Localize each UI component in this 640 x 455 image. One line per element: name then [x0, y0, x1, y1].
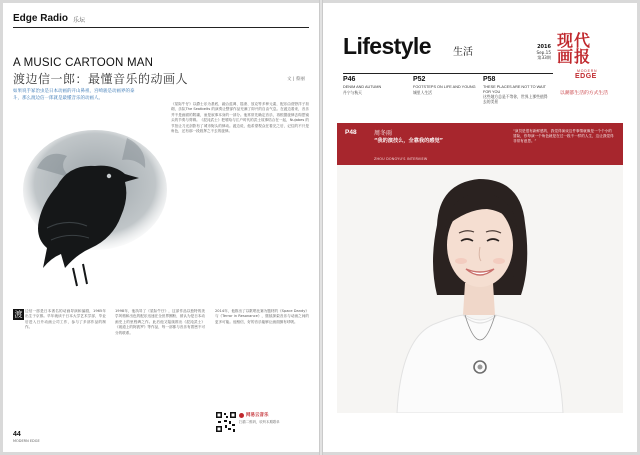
byline: 文 | 蔡丽: [287, 77, 305, 82]
teaser-title-cn: 这些地方总是不等你，世界上那些值得去的美景: [483, 94, 548, 104]
teaser-title-en: DENIM AND AUTUMN: [343, 85, 382, 89]
issue-date: Sep.15: [536, 50, 551, 56]
teaser-title-cn: 城里人生活: [413, 89, 432, 95]
teaser-page: P52: [413, 76, 426, 83]
qr-note: 扫描二维码，收听本期歌单: [239, 420, 280, 424]
magazine-logo: [555, 33, 613, 79]
portrait-photo: [337, 165, 623, 413]
section-name: Edge Radio: [13, 13, 69, 24]
logo-cn-line-1: 现代: [557, 31, 592, 50]
page-number: 44: [13, 431, 21, 438]
teaser-title-en: FOOTSTEPS ON LIFE AND YOUNG: [413, 85, 476, 89]
teaser-page: P58: [483, 76, 496, 83]
article-title-cn: 渡边信一郎：最懂音乐的动画人: [13, 72, 189, 86]
netease-music-label: 网易云音乐: [246, 413, 269, 418]
crow-illustration: [17, 108, 167, 298]
issue-year: 2016: [537, 44, 551, 50]
feature-name: 周冬雨: [374, 130, 393, 137]
feature-page: P48: [345, 129, 357, 136]
teaser-item[interactable]: [483, 76, 551, 105]
article-column-top: 《星际牛仔》以爵士乐为基底，融合蓝调、摇滚、放克等多种元素，配乐由菅野洋子担纲，乐队The Seatbelts 的演奏让整部作品充满了即兴的自由气息。在渡边看来，音乐并不是画面的附庸，而是叙事本身的一部分。他常常先确定音乐，再根据旋律去构思镜头的节奏与剪辑。《混沌武士》把嘻哈与江户时代的武士故事结合在一起，Nujabes 的节拍让刀光剑影有了城市街头的律动。渡边说，他希望观众在看完之后，记住的不只是角色，还有那一段段挥之不去的旋律。: [171, 102, 309, 134]
teaser-page: P46: [343, 76, 356, 83]
teaser-item[interactable]: [343, 76, 411, 95]
logo-edge: EDGE: [575, 73, 597, 80]
article-column-1: 边信一郎是日本著名的动画导演和编剧，1965年出生于京都。早年就读于日本大学艺术学部，毕业后进入日升动画公司工作，参与了多部作品的制作。: [25, 309, 106, 330]
logo-cn-line-2: 画报: [557, 47, 592, 66]
drop-cap: 渡: [14, 310, 23, 319]
right-page: [323, 3, 637, 452]
feature-credit: ZHOU DONGYU'S INTERVIEW: [374, 157, 428, 161]
feature-quote: “演员是很有新鲜感的，我觉得演戏这件事情就像是一个个小的冒险，你每演一个角色就是在过一段不一样的人生，这让我觉得非常有意思。”: [513, 129, 614, 143]
issue-number: 第33期: [537, 55, 551, 61]
teaser-divider: [343, 73, 553, 74]
article-column-2: 1998年，他执导了《星际牛仔》，这部作品以独特的美学风格和出色的配乐迅速在全世界圈粉，被认为是日本动画史上的里程碑之作。此后他又陆续推出《混沌武士》《坂道上的阿波罗》等作品，每一部都与音乐有着密不可分的联系。: [115, 309, 205, 335]
section-subname: 乐坛: [73, 17, 86, 24]
article-column-3: 2014年，他推出了以歌唱比赛为题材的《Space Dandy》与《Terror in Resonance》，继续探索音乐与动画之间的更多可能。他相信，好的音乐能够让画面拥有呼吸。: [215, 309, 309, 324]
section-title-cn: 生活: [453, 47, 473, 58]
qr-code[interactable]: [215, 411, 237, 433]
teaser-title-en: THESE PLACES ARE NOT TO WAIT FOR YOU: [483, 85, 546, 94]
section-header: [13, 13, 309, 28]
article-title-en: A MUSIC CARTOON MAN: [13, 57, 154, 69]
netease-music-icon: [239, 413, 244, 418]
magazine-slogan: 以潮都生活的方式生活: [560, 91, 608, 96]
teaser-item[interactable]: [413, 76, 481, 95]
section-title: Lifestyle: [343, 33, 431, 59]
page-footer-name: MODERN EDGE: [13, 439, 40, 443]
teaser-title-cn: 丹宁与秋天: [343, 89, 362, 95]
feature-headline: “我的演技么，全靠我的感觉”: [374, 138, 444, 144]
article-intro: 如果说手冢治虫是日本动画的开山鼻祖，宫崎骏是动画界的泰斗，那么渡边信一郎就是最懂音乐的动画人。: [13, 89, 135, 101]
logo-cn: [557, 33, 591, 65]
left-page: [3, 3, 319, 452]
issue-info: [523, 45, 551, 61]
feature-banner: [337, 123, 623, 165]
logo-modern: MODERN: [577, 69, 598, 73]
